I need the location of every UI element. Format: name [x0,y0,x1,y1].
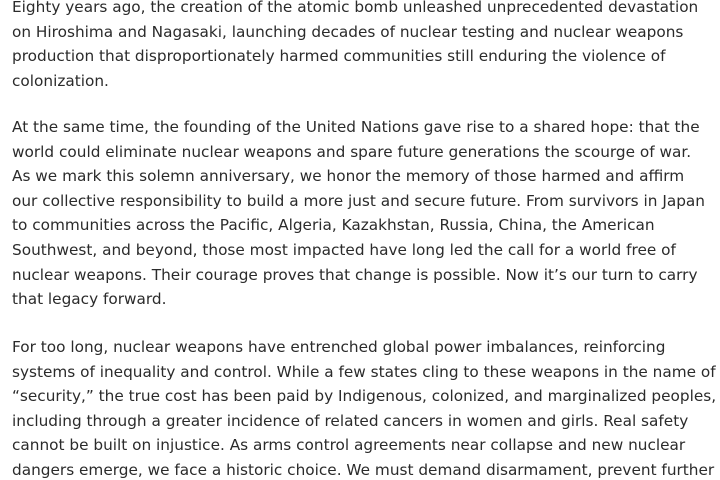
text-line: At the same time, the founding of the United Nations gave rise to a shared hope: that the [12,118,700,136]
text-line: that legacy forward. [12,290,167,309]
text-line: Southwest, and beyond, those most impacted have long led the call for a world free of [12,240,676,259]
paragraph-atomic-bomb-history [12,0,716,93]
text-line: As we mark this solemn anniversary, we honor the memory of those harmed and affirm [12,167,685,186]
paragraph-power-imbalances [12,335,716,480]
text-line: on Hiroshima and Nagasaki, launching decades of nuclear testing and nuclear weapons [12,22,684,41]
text-line: dangers emerge, we face a historic choice. We must demand disarmament, prevent further [12,460,715,479]
text-line: world could eliminate nuclear weapons and spare future generations the scourge of war. [12,142,692,161]
text-line: systems of inequality and control. While a few states cling to these weapons in the name of [12,362,716,381]
text-line: production that disproportionately harmed communities still enduring the violence of [12,47,666,66]
text-line: including through a greater incidence of related cancers in women and girls. Real safety [12,411,689,430]
text-line: cannot be built on injustice. As arms control agreements near collapse and new nuclear [12,436,686,455]
text-line: Eighty years ago, the creation of the atomic bomb unleashed unprecedented devastation [12,0,699,16]
text-line: “security,” the true cost has been paid by Indigenous, colonized, and marginalized peoples, [12,387,717,406]
text-line: our collective responsibility to build a more just and secure future. From survivors in Japan [12,191,705,210]
text-line: colonization. [12,71,109,90]
text-line: nuclear weapons. Their courage proves that change is possible. Now it’s our turn to carry [12,265,698,284]
text-line: For too long, nuclear weapons have entrenched global power imbalances, reinforcing [12,338,666,356]
text-line: to communities across the Pacific, Algeria, Kazakhstan, Russia, China, the American [12,216,655,235]
paragraph-united-nations-hope [12,115,716,312]
